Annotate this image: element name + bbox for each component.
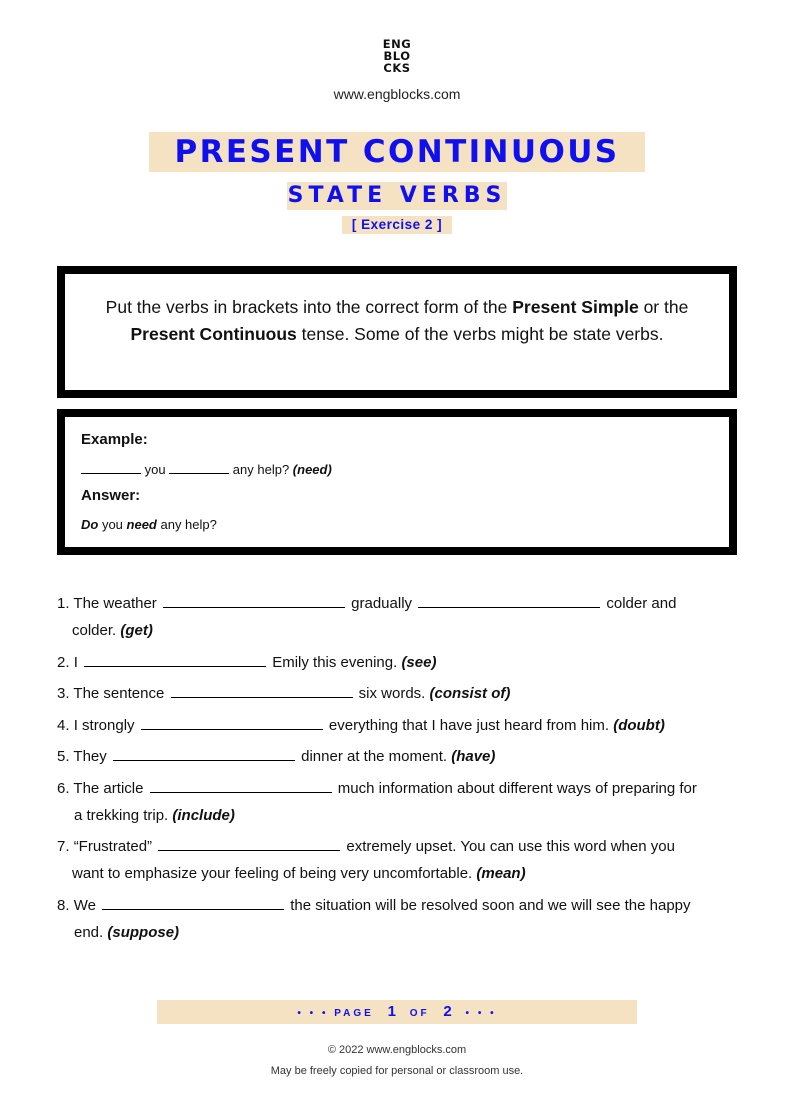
q-hint: (suppose) [107, 924, 180, 941]
page-subtitle-text: STATE VERBS [287, 183, 507, 208]
question-4 [57, 712, 747, 739]
answer-blank[interactable] [141, 715, 323, 730]
q-text: colder and [606, 595, 677, 612]
example-box [57, 409, 737, 555]
answer-blank[interactable] [163, 593, 345, 608]
answer-label: Answer: [81, 487, 141, 504]
q-text: want to emphasize your feeling of being very uncomfortable. [72, 865, 473, 882]
q-text: They [73, 748, 107, 765]
q-number: 3. [57, 685, 70, 702]
q-hint: (get) [120, 622, 153, 639]
question-5 [57, 743, 747, 770]
q-text: end. [74, 924, 104, 941]
q-text: I strongly [73, 717, 135, 734]
q-hint: (mean) [476, 865, 526, 882]
pager-dots-right: • • • [465, 1008, 497, 1019]
page-title-text: PRESENT CONTINUOUS [174, 134, 620, 170]
q-number: 7. [57, 838, 70, 855]
instr-bold-1: Present Simple [512, 297, 639, 317]
question-2 [57, 649, 747, 676]
q-number: 5. [57, 748, 70, 765]
q-continuation [57, 802, 747, 829]
page-title [149, 132, 645, 172]
example-blank-2[interactable] [169, 461, 229, 474]
pager-of-word: OF [409, 1008, 430, 1019]
q-number: 2. [57, 654, 70, 671]
q-continuation [57, 617, 747, 644]
answer-part-1: Do [81, 517, 99, 532]
engblocks-logo [0, 38, 794, 74]
question-1 [57, 590, 747, 644]
answer-blank[interactable] [150, 778, 332, 793]
question-6 [57, 775, 747, 829]
q-text: colder. [72, 622, 117, 639]
question-8 [57, 892, 747, 946]
license-note: May be freely copied for personal or classroom use. [270, 1065, 524, 1077]
instr-bold-2: Present Continuous [130, 324, 297, 344]
example-hint: (need) [292, 462, 332, 477]
q-hint: (see) [401, 654, 437, 671]
q-text: the situation will be resolved soon and we will see the happy [290, 897, 691, 914]
q-number: 4. [57, 717, 70, 734]
q-text: The sentence [73, 685, 165, 702]
q-text: six words. [358, 685, 426, 702]
q-text: Emily this evening. [272, 654, 398, 671]
example-mid: you [141, 462, 170, 477]
pager-page-word: PAGE [334, 1008, 374, 1019]
answer-blank[interactable] [171, 683, 353, 698]
q-text: We [73, 897, 96, 914]
answer-sentence [81, 517, 217, 532]
q-continuation [57, 919, 747, 946]
q-hint: (consist of) [429, 685, 511, 702]
q-text: dinner at the moment. [301, 748, 448, 765]
instr-text-3: tense. Some of the verbs might be state verbs. [296, 324, 664, 344]
answer-part-2: you [98, 517, 127, 532]
pager-dots-left: • • • [297, 1008, 329, 1019]
answer-part-4: any help? [156, 517, 217, 532]
instr-text-1: Put the verbs in brackets into the correct form of the [105, 297, 513, 317]
q-text: The article [73, 780, 144, 797]
pager-total: 2 [443, 1003, 452, 1020]
example-label: Example: [81, 431, 148, 448]
answer-blank[interactable] [102, 895, 284, 910]
example-blank-1[interactable] [81, 461, 141, 474]
page-subtitle [287, 182, 507, 210]
q-hint: (have) [451, 748, 496, 765]
site-url[interactable]: www.engblocks.com [333, 86, 461, 102]
q-text: The weather [73, 595, 157, 612]
q-text: gradually [351, 595, 413, 612]
instructions-text [97, 294, 697, 348]
q-text: “Frustrated” [73, 838, 153, 855]
q-hint: (include) [172, 807, 235, 824]
answer-part-3: need [126, 517, 157, 532]
q-number: 8. [57, 897, 70, 914]
q-text: a trekking trip. [74, 807, 169, 824]
q-number: 1. [57, 595, 70, 612]
instr-text-2: or the [638, 297, 689, 317]
question-3 [57, 680, 747, 707]
answer-blank[interactable] [113, 746, 295, 761]
answer-blank[interactable] [158, 836, 340, 851]
instructions-box [57, 266, 737, 398]
q-text: I [73, 654, 78, 671]
copyright: © 2022 www.engblocks.com [327, 1044, 467, 1056]
exercise-label: [ Exercise 2 ] [342, 216, 452, 234]
q-continuation [57, 860, 747, 887]
pager-current: 1 [387, 1003, 396, 1020]
logo-line-3: CKS [383, 61, 411, 75]
q-text: much information about different ways of preparing for [337, 780, 697, 797]
q-number: 6. [57, 780, 70, 797]
q-text: everything that I have just heard from him. [328, 717, 610, 734]
page-indicator [157, 1000, 637, 1024]
example-tail: any help? [229, 462, 293, 477]
logo-line-2: BLO [383, 49, 411, 63]
answer-blank[interactable] [418, 593, 600, 608]
answer-blank[interactable] [84, 652, 266, 667]
example-sentence [81, 461, 332, 477]
q-text: extremely upset. You can use this word when you [346, 838, 675, 855]
q-hint: (doubt) [613, 717, 665, 734]
question-7 [57, 833, 747, 887]
logo-line-1: ENG [382, 37, 412, 51]
